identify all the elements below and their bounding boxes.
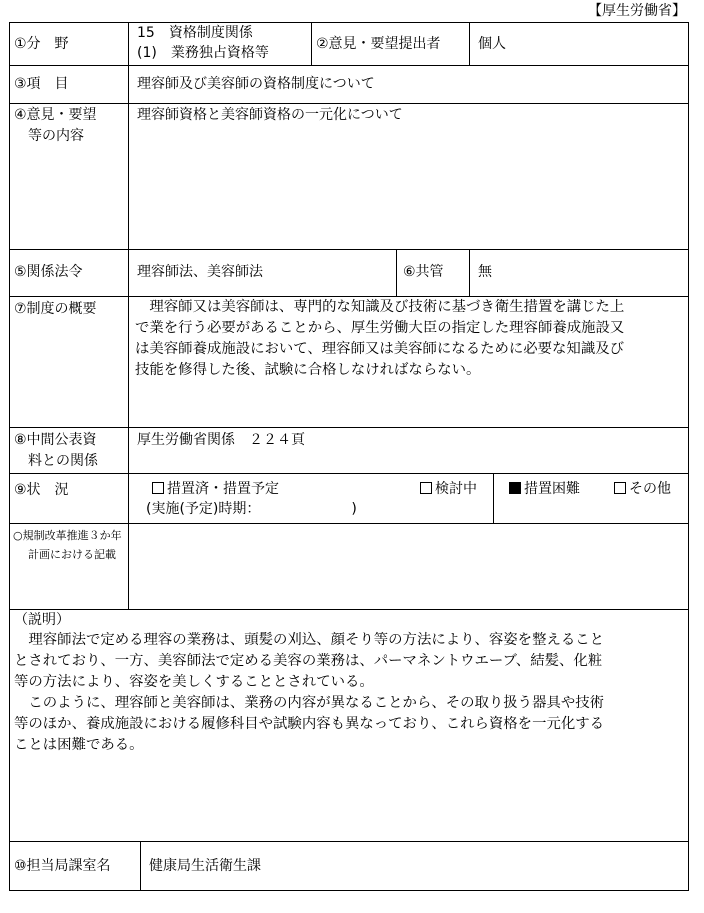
row-rule <box>9 473 689 474</box>
joint-value: 無 <box>478 264 492 280</box>
request-value: 理容師資格と美容師資格の一元化について <box>137 107 403 123</box>
request-label-line2: 等の内容 <box>28 128 84 144</box>
overview-line: 理容師又は美容師は、専門的な知識及び技術に基づき衛生措置を講じた上 <box>135 299 625 315</box>
overview-line: で業を行う必要があることから、厚生労働大臣の指定した理容師養成施設又 <box>135 320 625 336</box>
request-label-line1: ④意見・要望 <box>14 107 97 123</box>
office-value: 健康局生活衛生課 <box>149 858 261 874</box>
item-label: ③項 目 <box>14 76 69 92</box>
status-option-difficult-label: 措置困難 <box>524 481 580 497</box>
laws-value: 理容師法、美容師法 <box>137 264 263 280</box>
plan-label-line1: ○規制改革推進３か年 <box>13 529 122 542</box>
joint-label: ⑥共管 <box>403 264 444 280</box>
checkbox-checked[interactable] <box>509 482 521 494</box>
submitter-label: ②意見・要望提出者 <box>316 36 441 52</box>
column-rule <box>140 841 141 891</box>
status-option-other[interactable] <box>614 480 671 498</box>
explanation-line: このように、理容師と美容師は、業務の内容が異なることから、その取り扱う器具や技術 <box>14 695 605 711</box>
column-rule <box>493 473 494 524</box>
table-right-border <box>688 22 689 891</box>
row-rule <box>9 890 689 891</box>
explanation-line: 等のほか、養成施設における履修科目や試験内容も異なっており、これら資格を一元化する <box>14 716 605 732</box>
status-option-other-label: その他 <box>629 481 671 497</box>
explanation-line: 等の方法により、容姿を美しくすることとされている。 <box>14 674 374 690</box>
explanation-text <box>14 630 686 756</box>
column-rule <box>396 249 397 297</box>
field-value-line1: 15 資格制度関係 <box>137 25 253 41</box>
column-rule <box>469 22 470 66</box>
status-option-review[interactable] <box>420 480 477 498</box>
field-label: ①分 野 <box>14 36 69 52</box>
status-option-review-label: 検討中 <box>435 481 477 497</box>
interim-value: 厚生労働省関係 ２２４頁 <box>137 432 305 448</box>
row-rule <box>9 523 689 524</box>
row-rule <box>9 22 689 23</box>
office-label: ⑩担当局課室名 <box>14 858 111 874</box>
status-option-difficult[interactable] <box>509 480 580 498</box>
checkbox-unchecked[interactable] <box>152 482 164 494</box>
explanation-line: 理容師法で定める理容の業務は、頭髪の刈込、顔そり等の方法により、容姿を整えること <box>14 632 605 648</box>
system-overview-text <box>135 297 685 381</box>
checkbox-unchecked[interactable] <box>420 482 432 494</box>
plan-label-line2: 計画における記載 <box>28 548 116 561</box>
field-value-line2: (1) 業務独占資格等 <box>137 45 269 61</box>
item-value: 理容師及び美容師の資格制度について <box>137 76 375 92</box>
overview-line: は美容師養成施設において、理容師又は美容師になるために必要な知識及び <box>135 341 624 357</box>
status-option-done[interactable] <box>152 480 279 498</box>
system-overview-label: ⑦制度の概要 <box>14 301 97 317</box>
status-label: ⑨状 況 <box>14 482 69 498</box>
row-rule <box>9 609 689 610</box>
overview-line: 技能を修得した後、試験に合格しなければならない。 <box>135 362 481 378</box>
explanation-line: ことは困難である。 <box>14 737 144 753</box>
label-column-rule <box>128 22 129 610</box>
row-rule <box>9 841 689 842</box>
row-rule <box>9 427 689 428</box>
explanation-line: とされており、一方、美容師法で定める美容の業務は、パーマネントウエーブ、結髪、化粧 <box>14 653 603 669</box>
submitter-value: 個人 <box>478 36 506 52</box>
column-rule <box>311 22 312 66</box>
laws-label: ⑤関係法令 <box>14 264 83 280</box>
row-rule <box>9 103 689 104</box>
status-option-done-label: 措置済・措置予定 <box>167 481 279 497</box>
interim-label-line1: ⑧中間公表資 <box>14 432 97 448</box>
column-rule <box>469 249 470 297</box>
explanation-heading: （説明） <box>14 612 70 628</box>
interim-label-line2: 料との関係 <box>28 453 98 469</box>
implementation-period: (実施(予定)時期： ) <box>146 501 357 517</box>
row-rule <box>9 249 689 250</box>
ministry-tag: 【厚生労働省】 <box>588 3 686 19</box>
checkbox-unchecked[interactable] <box>614 482 626 494</box>
table-left-border <box>9 22 10 891</box>
row-rule <box>9 65 689 66</box>
